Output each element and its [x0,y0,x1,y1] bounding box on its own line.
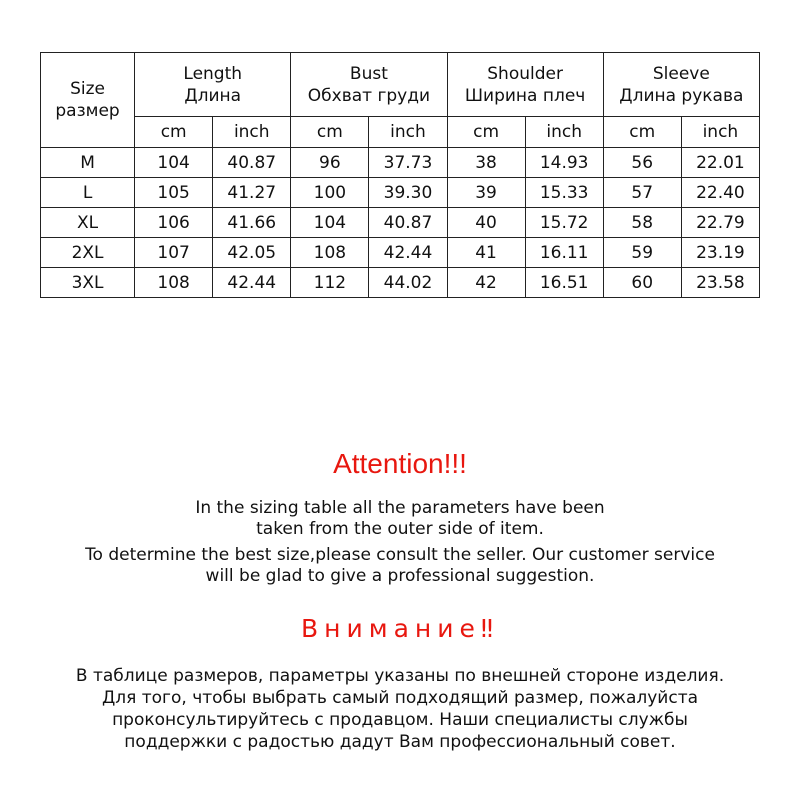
table-cell: 107 [135,238,213,268]
unit-cell: inch [369,117,447,148]
length-header-ru: Длина [184,85,242,106]
table-cell: 60 [603,268,681,298]
unit-cell: inch [525,117,603,148]
table-cell: 16.11 [525,238,603,268]
unit-cell: cm [135,117,213,148]
size-cell: XL [41,208,135,238]
table-cell: 15.72 [525,208,603,238]
notice-en-line: In the sizing table all the parameters have been [195,498,605,518]
table-cell: 42.44 [213,268,291,298]
notice-en-line: taken from the outer side of item. [256,519,544,539]
table-cell: 42.44 [369,238,447,268]
attention-heading-ru: Внимание‼ [300,614,500,643]
notice-ru-line: проконсультируйтесь с продавцом. Наши специалисты службы [112,710,688,730]
sleeve-header-en: Sleeve [652,63,710,84]
size-header-ru: размер [55,101,120,121]
table-cell: 56 [603,148,681,178]
table-row [41,238,760,268]
table-cell: 58 [603,208,681,238]
table-cell: 40.87 [369,208,447,238]
notice-ru-line: В таблице размеров, параметры указаны по внешней стороне изделия. [75,666,725,686]
table-cell: 105 [135,178,213,208]
table-cell: 40 [447,208,525,238]
table-cell: 15.33 [525,178,603,208]
bust-header-cell [291,53,447,117]
table-cell: 39 [447,178,525,208]
table-row [41,268,760,298]
shoulder-header-ru: Ширина плеч [464,85,586,106]
table-cell: 108 [135,268,213,298]
table-header-row [41,53,760,117]
shoulder-header-cell [447,53,603,117]
table-cell: 22.40 [681,178,759,208]
size-cell: 2XL [41,238,135,268]
size-header-cell [41,53,135,148]
table-unit-row [41,117,760,148]
table-cell: 37.73 [369,148,447,178]
notice-en-block-2 [0,545,800,587]
notice-en-block-1 [0,498,800,540]
table-cell: 41.27 [213,178,291,208]
unit-cell: inch [681,117,759,148]
notice-ru-line: поддержки с радостью дадут Вам профессиональный совет. [124,732,676,752]
notice-en-line: will be glad to give a professional suggestion. [205,566,595,586]
sleeve-header-cell [603,53,759,117]
table-row [41,178,760,208]
table-cell: 14.93 [525,148,603,178]
unit-cell: cm [291,117,369,148]
table-cell: 23.58 [681,268,759,298]
table-cell: 41 [447,238,525,268]
table-cell: 100 [291,178,369,208]
table-cell: 104 [135,148,213,178]
bust-header-en: Bust [349,63,388,84]
table-cell: 42 [447,268,525,298]
table-cell: 59 [603,238,681,268]
table-cell: 44.02 [369,268,447,298]
notice-ru-line: Для того, чтобы выбрать самый подходящий размер, пожалуйста [101,688,699,708]
size-cell: L [41,178,135,208]
table-cell: 38 [447,148,525,178]
table-cell: 42.05 [213,238,291,268]
attention-heading-en: Attention!!! [333,448,467,479]
bust-header-ru: Обхват груди [307,85,431,106]
table-cell: 39.30 [369,178,447,208]
notice-ru-block [0,665,800,753]
table-cell: 106 [135,208,213,238]
table-cell: 16.51 [525,268,603,298]
unit-cell: inch [213,117,291,148]
table-cell: 23.19 [681,238,759,268]
table-row [41,148,760,178]
sleeve-header-ru: Длина рукава [619,85,744,106]
table-cell: 96 [291,148,369,178]
table-row [41,208,760,238]
table-cell: 104 [291,208,369,238]
unit-cell: cm [603,117,681,148]
size-header-en: Size [70,79,105,99]
table-cell: 22.01 [681,148,759,178]
notice-en-line: To determine the best size,please consult the seller. Our customer service [85,545,715,565]
table-cell: 22.79 [681,208,759,238]
shoulder-header-en: Shoulder [487,63,563,84]
table-cell: 40.87 [213,148,291,178]
length-header-cell [135,53,291,117]
table-cell: 108 [291,238,369,268]
table-cell: 112 [291,268,369,298]
size-cell: 3XL [41,268,135,298]
unit-cell: cm [447,117,525,148]
table-cell: 41.66 [213,208,291,238]
length-header-en: Length [183,63,243,84]
size-chart-table [40,52,760,298]
size-cell: M [41,148,135,178]
table-cell: 57 [603,178,681,208]
